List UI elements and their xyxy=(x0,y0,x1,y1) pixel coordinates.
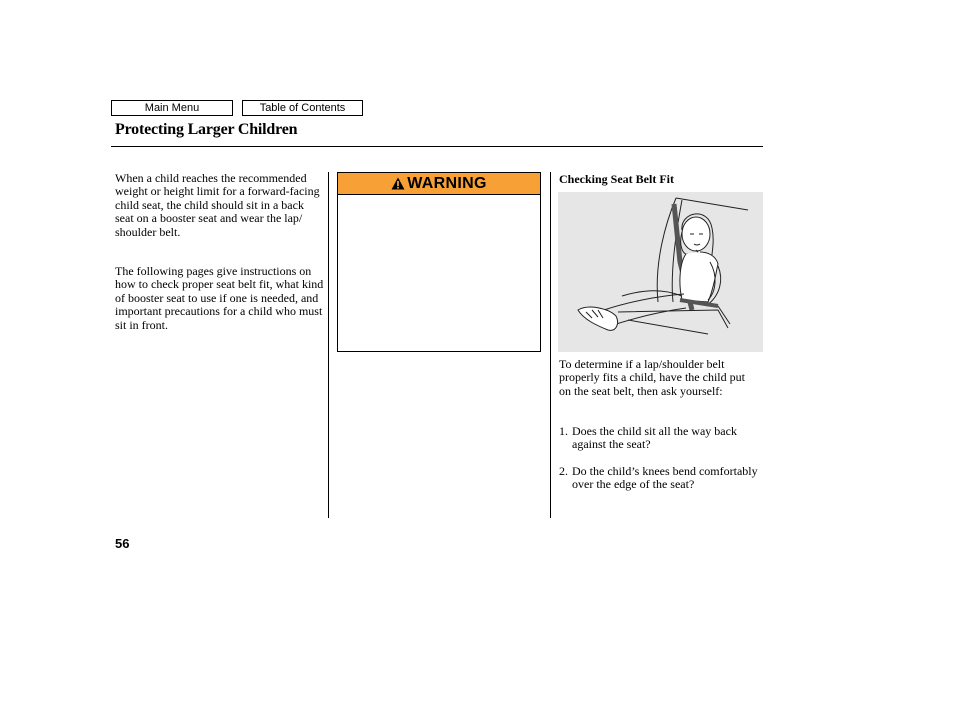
warning-header xyxy=(338,173,540,195)
list-item-number: 1. xyxy=(559,424,568,438)
table-of-contents-button[interactable]: Table of Contents xyxy=(242,100,363,116)
child-seat-belt-illustration xyxy=(558,192,763,352)
warning-triangle-icon xyxy=(391,177,405,190)
main-menu-button[interactable]: Main Menu xyxy=(111,100,233,116)
page-title: Protecting Larger Children xyxy=(115,121,298,138)
warning-box xyxy=(337,172,541,352)
title-divider xyxy=(111,146,763,147)
intro-paragraph: When a child reaches the recommended weight or height limit for a forward-facing child seat, the child should sit in a back seat on a booster seat and wear the lap/ shoulder belt. xyxy=(115,171,320,239)
column-divider-left xyxy=(328,172,329,518)
list-item xyxy=(559,465,759,492)
warning-label: WARNING xyxy=(407,175,487,192)
list-item xyxy=(559,425,759,452)
list-item-text: Do the child’s knees bend comfortably over the edge of the seat? xyxy=(572,464,758,492)
instructions-paragraph: The following pages give instructions on how to check proper seat belt fit, what kind of booster seat to use if one is needed, and important precautions for a child who must sit in front. xyxy=(115,264,324,332)
section-heading: Checking Seat Belt Fit xyxy=(559,172,674,186)
seat-belt-intro-paragraph: To determine if a lap/shoulder belt properly fits a child, have the child put on the seat belt, then ask yourself: xyxy=(559,357,745,398)
list-item-number: 2. xyxy=(559,464,568,478)
list-item-text: Does the child sit all the way back against the seat? xyxy=(572,424,737,452)
page-number: 56 xyxy=(115,536,130,551)
column-divider-right xyxy=(550,172,551,518)
